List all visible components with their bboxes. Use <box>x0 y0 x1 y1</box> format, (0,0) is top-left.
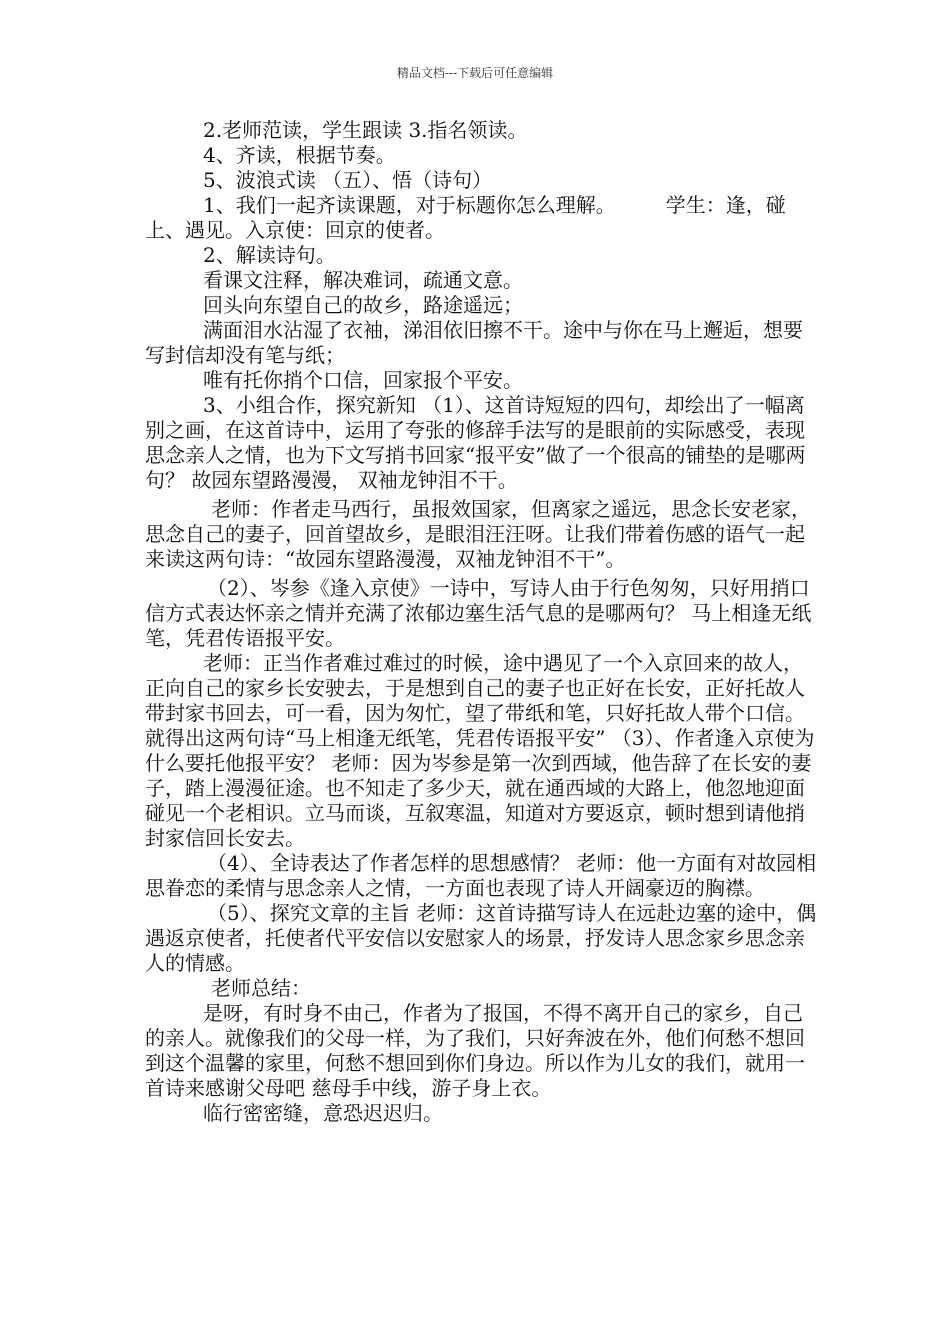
paragraph-1: 2.老师范读，学生跟读 3.指名领读。 <box>203 118 528 142</box>
paragraph-5: 2、解读诗句。 <box>203 243 336 267</box>
paragraph-16: 老师总结： <box>211 976 311 1000</box>
paragraph-14: （4）、全诗表达了作者怎样的思想感情？ 老师：他一方面有对故园相思眷恋的柔情与思念亲人之情，一方面也表现了诗人开阔豪迈的胸襟。 <box>145 851 817 900</box>
paragraph-17: 是呀，有时身不由己，作者为了报国，不得不离开自己的家乡，自己的亲人。就像我们的父母一样，为了我们，只好奔波在外，他们何愁不想回到这个温馨的家里，何愁不想回到你们身边。所以作为儿女的我们，就用一首诗来感谢父母吧 慈母手中线，游子身上衣。 <box>145 1001 805 1100</box>
paragraph-9: 唯有托你捎个口信，回家报个平安。 <box>203 368 523 392</box>
document-body <box>145 118 821 1126</box>
page-header: 精品文档---下载后可任意编辑 <box>396 66 554 80</box>
paragraph-15: （5）、探究文章的主旨 老师：这首诗描写诗人在远赴边塞的途中，偶遇返京使者，托使者代平安信以安慰家人的场景，抒发诗人思念家乡思念亲人的情感。 <box>145 901 817 975</box>
paragraph-8: 满面泪水沾湿了衣袖，涕泪依旧擦不干。途中与你在马上邂逅，想要写封信却没有笔与纸； <box>145 318 803 367</box>
paragraph-18: 临行密密缝，意恐迟迟归。 <box>203 1101 443 1125</box>
paragraph-6: 看课文注释，解决难词，疏通文意。 <box>203 268 523 292</box>
paragraph-11: 老师：作者走马西行，虽报效国家，但离家之遥远，思念长安老家，思念自己的妻子，回首望故乡，是眼泪汪汪呀。让我们带着伤感的语气一起来读这两句诗：“故园东望路漫漫，双袖龙钟泪不干”。 <box>145 497 811 571</box>
paragraph-13: 老师：正当作者难过难过的时候，途中遇见了一个入京回来的故人，正向自己的家乡长安驶去，于是想到自己的妻子也正好在长安，正好托故人带封家书回去，可一看，因为匆忙，望了带纸和笔，只好托故人带个口信。就得出这两句诗“马上相逢无纸笔，凭君传语报平安” （3）、作者逢入京使为什么要托他报平安？ 老师：因为岑参是第一次到西域，他告辞了在长安的妻子，踏上漫漫征途。也不知走了多少天，就在通西域的大路上，他忽地迎面碰见一个老相识。立马而谈，互叙寒温，知道对方要返京，顿时想到请他捎封家信回长安去。 <box>145 651 815 850</box>
paragraph-4: 1、我们一起齐读课题，对于标题你怎么理解。 学生：逢，碰上、遇见。入京使：回京的使者。 <box>145 193 786 242</box>
paragraph-3: 5、波浪式读 （五）、悟（诗句） <box>203 168 493 192</box>
paragraph-7: 回头向东望自己的故乡，路途遥远； <box>203 293 523 317</box>
paragraph-12: （2）、岑参《逢入京使》一诗中，写诗人由于行色匆匆，只好用捎口信方式表达怀亲之情并充满了浓郁边塞生活气息的是哪两句？ 马上相逢无纸笔，凭君传语报平安。 <box>145 576 812 650</box>
paragraph-2: 4、齐读，根据节奏。 <box>203 143 396 167</box>
paragraph-10: 3、小组合作，探究新知 （1）、这首诗短短的四句，却绘出了一幅离别之画，在这首诗中，运用了夸张的修辞手法写的是眼前的实际感受，表现思念亲人之情，也为下文写捎书回家“报平安”做了一个很高的铺垫的是哪两句？ 故园东望路漫漫， 双袖龙钟泪不干。 <box>145 393 806 492</box>
